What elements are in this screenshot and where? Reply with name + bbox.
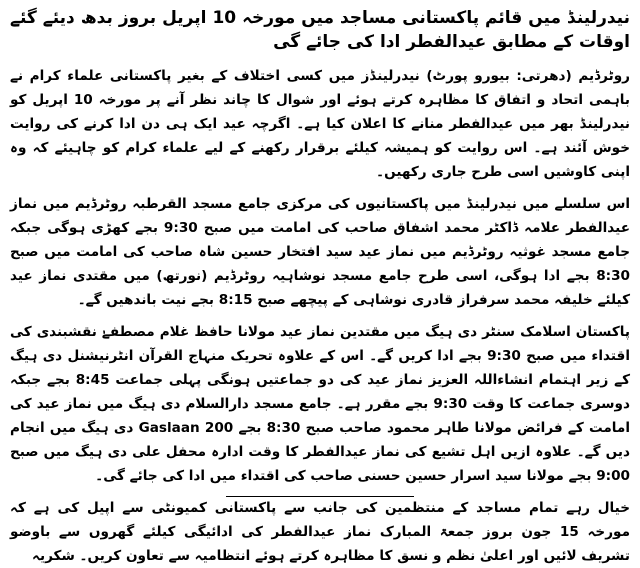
article-headline: نیدرلینڈ میں قائم پاکستانی مساجد میں مورخہ 10 اپریل بروز بدھ دیئے گئے اوقات کے مطابق عیدالفطر ادا کی جائے گی — [10, 8, 631, 52]
article-paragraph-appeal: خیال رہے تمام مساجد کے منتظمین کی جانب سے پاکستانی کمیونٹی سے اپیل کی ہے کہ مورخہ 15 جون بروز جمعۃ المبارک نماز عیدالفطر کی ادائیگی کیلئے گھروں سے باوضو تشریف لائیں اور اعلیٰ نظم و نسق کا مظاہرہ کرتے ہوئے انتظامیہ سے تعاون کریں۔ شکریہ — [10, 500, 630, 564]
article-paragraph-intro: روٹرڈیم (دھرتی: بیورو پورٹ) نیدرلینڈز میں کسی اختلاف کے بغیر پاکستانی علماء کرام نے باہمی اتحاد و اتفاق کا مظاہرہ کرتے ہوئے اور شوال کا چاند نظر آنے پر مورخہ 10 اپریل کو نیدرلینڈ بھر میں عیدالفطر منانے کا اعلان کیا ہے۔ اگرچہ عید ایک ہی دن ادا کرنے کی روایت خوش آئند ہے۔ اس روایت کو ہمیشہ کیلئے برقرار رکھنے کے لیے علماء کرام کو چاہیئے کہ وہ اپنی کاوشیں اسی طرح جاری رکھیں۔ — [10, 68, 630, 180]
article-paragraph-rotterdam-mosques: اس سلسلے میں نیدرلینڈ میں پاکستانیوں کی مرکزی جامع مسجد القرطبہ روٹرڈیم میں نماز عیدالفطر علامہ ڈاکٹر محمد اشفاق صاحب کی امامت میں صبح 9:30 بجے کھڑی ہوگی جبکہ جامع مسجد غوثیہ روٹرڈیم میں نماز عید سید افتخار حسین شاہ صاحب کی امامت میں صبح 8:30 بجے ادا ہوگی، اسی طرح جامع مسجد نوشاہیہ روٹرڈیم (نورتھ) میں مقتدی نماز عید کیلئے خلیفہ محمد سرفراز قادری نوشاہی کے پیچھے صبح 8:15 بجے نیت باندھیں گے۔ — [10, 196, 630, 308]
footer-divider — [226, 496, 414, 497]
article-paragraph-the-hague-mosques: پاکستان اسلامک سنٹر دی ہیگ میں مقتدین نماز عید مولانا حافظ غلام مصطفےٰ نقشبندی کی اقتداء میں صبح 9:30 بجے ادا کریں گے۔ اس کے علاوہ تحریک منہاج القرآن انٹرنیشنل دی ہیگ کے زیر اہتمام انشاءاللہ العزیز نماز عید کی دو جماعتیں ہونگی پہلی جماعت 8:45 بجے جبکہ دوسری جماعت کا وقت 9:30 بجے مقرر ہے۔ جامع مسجد دارالسلام دی ہیگ میں نماز عید کی امامت کے فرائض مولانا طاہر محمود صاحب صبح 8:30 بجے Gaslaan 200 دی ہیگ میں انجام دیں گے۔ علاوہ ازیں اہل تشیع کی نماز عیدالفطر کا وقت ادارہ محفل علی دی ہیگ میں صبح 9:00 بجے مولانا سید اسرار حسین حسنی صاحب کی اقتداء میں ادا کی جائے گی۔ — [10, 324, 630, 484]
